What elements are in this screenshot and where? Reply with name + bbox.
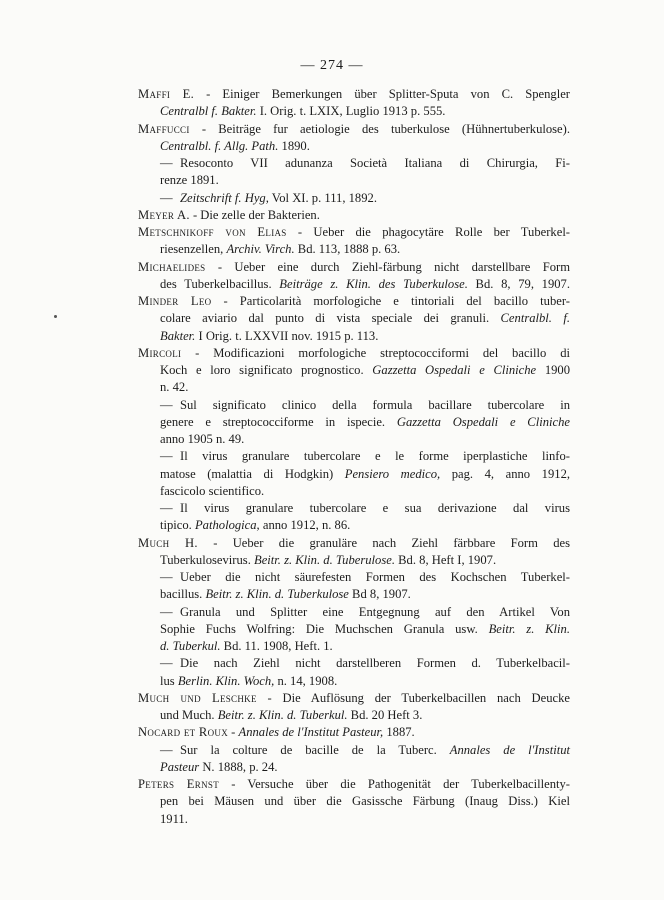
bibliography-line-mircoli-5 — [138, 414, 570, 431]
journal-title: Gazzetta Ospedali e Cliniche — [372, 363, 537, 377]
citation-text: 1900 — [536, 363, 571, 377]
citation-text: bacillus. — [160, 587, 206, 602]
citation-text: pag. 4, anno 1912, — [440, 466, 571, 481]
bibliography-line-mircoli-8 — [138, 466, 570, 483]
citation-text: - Versuche über die Pathogenität der Tuberkelbacillenty- — [219, 777, 570, 791]
author-name: Metschnikoff von Elias — [138, 225, 287, 239]
bibliography-line-mircoli-10 — [138, 500, 570, 517]
citation-text: - Beiträge fur aetiologie des tuberkulose (Hühnertuberkulose). — [189, 121, 570, 136]
bibliography-line-meyer-1 — [138, 207, 570, 224]
citation-text: Bd. 8, 79, 1907. — [467, 276, 570, 291]
author-name: Nocard et Roux — [138, 725, 228, 740]
margin-dot-mark — [54, 315, 57, 318]
citation-text: Bd 8, 1907. — [348, 587, 411, 602]
journal-title: Beitr. z. Klin. d. Tuberkul. — [217, 708, 348, 722]
author-name: Maffucci — [138, 121, 190, 136]
author-name: Maffi E. — [138, 87, 195, 101]
bibliography-line-michaelides-2 — [138, 276, 570, 293]
bibliography-line-much-3 — [138, 569, 570, 586]
citation-text: - Ueber eine durch Ziehl-färbung nicht darstellbare Form — [205, 259, 570, 274]
citation-text: des Tuberkelbacillus. — [160, 276, 280, 291]
journal-title: Bakter. — [160, 328, 196, 343]
ditto-dash: — — [160, 156, 173, 170]
ditto-dash: — — [160, 397, 173, 412]
ditto-dash: — — [160, 449, 173, 464]
citation-text: I. Orig. t. LXIX, Luglio 1913 p. 555. — [256, 104, 446, 119]
bibliography-line-maffucci-4 — [138, 172, 570, 189]
citation-text: Die nach Ziehl nicht darstellberen Formen d. Tuberkelbacil- — [180, 656, 570, 671]
citation-text: Sur la colture de bacille de la Tuberc. — [180, 742, 450, 757]
bibliography-line-much-leschke-1 — [138, 690, 570, 707]
bibliography-line-peters-3 — [138, 811, 570, 828]
journal-title: Beitr. z. Klin. — [488, 621, 570, 636]
journal-title: Berlin. Klin. Woch, — [177, 673, 275, 688]
journal-title: Annales de l'Institut Pasteur, — [238, 725, 384, 740]
bibliography-line-maffucci-3 — [138, 155, 570, 172]
bibliography-line-minder-1 — [138, 293, 570, 310]
ditto-dash: — — [160, 742, 173, 757]
journal-title: Centralbl. f. Allg. Path. — [160, 138, 279, 153]
citation-text: Granula und Splitter eine Entgegnung auf den Artikel Von — [180, 604, 570, 619]
bibliography-line-mircoli-7 — [138, 448, 570, 465]
bibliography-line-mircoli-6 — [138, 431, 570, 448]
bibliography-line-minder-3 — [138, 328, 570, 345]
citation-text: - Modificazioni morfologiche streptococciformi del bacillo di — [181, 345, 570, 360]
bibliography-line-mircoli-2 — [138, 362, 570, 379]
ditto-dash: — — [160, 190, 173, 205]
citation-text: - Einiger Bemerkungen über Splitter-Sputa von C. Spengler — [194, 87, 570, 101]
author-name: Peters Ernst — [138, 777, 220, 791]
bibliography-line-much-leschke-2 — [138, 707, 570, 724]
journal-title: Beitr. z. Klin. d. Tuberkulose — [205, 587, 349, 602]
citation-text: colare aviario dal punto di vista speciale dei granuli. — [160, 311, 501, 326]
bibliography-line-mircoli-3 — [138, 379, 570, 396]
citation-text: pen bei Mäusen und über die Gasissche Färbung (Inaug Diss.) Kiel — [160, 794, 570, 809]
bibliography-line-mircoli-4 — [138, 397, 570, 414]
journal-title: Pathologica, — [194, 518, 260, 533]
citation-text: Bd. 8, Heft I, 1907. — [395, 552, 497, 567]
journal-title: Pensiero medico, — [344, 466, 441, 481]
citation-text: Resoconto VII adunanza Società Italiana di Chirurgia, Fi- — [180, 156, 570, 170]
journal-title: Beitr. z. Klin. d. Tuberulose. — [254, 552, 395, 567]
citation-text: riesenzellen, — [160, 242, 227, 257]
citation-text: N. 1888, p. 24. — [199, 759, 278, 774]
citation-text: matose (malattia di Hodgkin) — [160, 466, 345, 481]
citation-text: genere e streptococciforme in ispecie. — [160, 414, 397, 429]
ditto-dash: — — [160, 570, 173, 584]
citation-text: renze 1891. — [160, 173, 219, 188]
citation-text: - Ueber die granuläre nach Ziehl färbbare Form des — [197, 535, 570, 550]
bibliography-line-much-5 — [138, 604, 570, 621]
citation-text: - Ueber die phagocytäre Rolle ber Tuberkel- — [286, 225, 571, 239]
citation-text: - Particolarità morfologiche e tintoriali del bacillo tuber- — [211, 294, 570, 308]
citation-text: Il virus granulare tubercolare e sua derivazione dal virus — [180, 501, 570, 515]
citation-text: Bd. 20 Heft 3. — [347, 708, 423, 722]
citation-text: 1887. — [383, 725, 415, 740]
ditto-dash: — — [160, 604, 173, 619]
bibliography-line-maffucci-1 — [138, 121, 570, 138]
bibliography-line-much-1 — [138, 535, 570, 552]
bibliography-line-much-9 — [138, 673, 570, 690]
author-name: Minder Leo — [138, 294, 212, 308]
citation-text: Ueber die nicht säurefesten Formen des Kochschen Tuberkel- — [180, 570, 570, 584]
bibliography-line-peters-2 — [138, 793, 570, 810]
citation-text: - Die zelle der Bakterien. — [189, 207, 320, 222]
journal-title: Annales de l'Institut — [449, 742, 570, 757]
citation-text: - — [228, 725, 239, 740]
author-name: Mircoli — [138, 345, 182, 360]
bibliography-line-much-8 — [138, 655, 570, 672]
citation-text: Bd. 113, 1888 p. 63. — [294, 242, 401, 257]
journal-title: d. Tuberkul. — [160, 639, 221, 653]
citation-text: 1890. — [278, 138, 310, 153]
citation-text: Tuberkulosevirus. — [160, 552, 254, 567]
citation-text: lus — [160, 673, 178, 688]
bibliography-list — [138, 86, 570, 828]
journal-title: Gazzetta Ospedali e Cliniche — [396, 414, 570, 429]
bibliography-line-metschnikoff-2 — [138, 241, 570, 258]
journal-title: Pasteur — [160, 759, 200, 774]
citation-text: Sophie Fuchs Wolfring: Die Muchschen Granula usw. — [160, 621, 489, 636]
citation-text: 1911. — [160, 811, 188, 826]
citation-text: Vol XI. p. 111, 1892. — [268, 190, 377, 205]
journal-title: Archiv. Virch. — [226, 242, 295, 257]
journal-title: Beiträge z. Klin. des Tuberkulose. — [279, 276, 468, 291]
bibliography-line-mircoli-9 — [138, 483, 570, 500]
citation-text: Sul significato clinico della formula bacillare tubercolare in — [180, 397, 570, 412]
citation-text: Koch e loro significato prognostico. — [160, 363, 373, 377]
ditto-dash: — — [160, 501, 173, 515]
citation-text: fascicolo scientifico. — [160, 483, 265, 498]
bibliography-line-maffi-2 — [138, 103, 570, 120]
bibliography-line-michaelides-1 — [138, 259, 570, 276]
bibliography-line-metschnikoff-1 — [138, 224, 570, 241]
journal-title: Zeitschrift f. Hyg, — [180, 190, 269, 205]
citation-text: anno 1912, n. 86. — [259, 518, 351, 533]
ditto-dash: — — [160, 656, 173, 671]
bibliography-line-minder-2 — [138, 310, 570, 327]
bibliography-line-peters-1 — [138, 776, 570, 793]
bibliography-line-mircoli-11 — [138, 517, 570, 534]
bibliography-line-nocard-2 — [138, 742, 570, 759]
citation-text: - Die Auflösung der Tuberkelbacillen nach Deucke — [256, 690, 570, 705]
citation-text: I Orig. t. LXXVII nov. 1915 p. 113. — [195, 328, 379, 343]
citation-text: und Much. — [160, 708, 218, 722]
author-name: Michaelides — [138, 259, 206, 274]
bibliography-line-maffucci-2 — [138, 138, 570, 155]
bibliography-line-much-4 — [138, 586, 570, 603]
citation-text: n. 14, 1908. — [274, 673, 338, 688]
author-name: Much und Leschke — [138, 690, 257, 705]
journal-title: Centralbl f. Bakter. — [160, 104, 257, 119]
citation-text: tipico. — [160, 518, 195, 533]
citation-text: Bd. 11. 1908, Heft. 1. — [220, 639, 333, 653]
bibliography-line-much-7 — [138, 638, 570, 655]
journal-title: Centralbl. f. — [500, 311, 570, 326]
bibliography-line-much-6 — [138, 621, 570, 638]
citation-text: Il virus granulare tubercolare e le forme iperplastiche linfo- — [180, 449, 570, 464]
page-number: — 274 — — [300, 58, 364, 73]
bibliography-line-maffucci-5 — [138, 190, 570, 207]
citation-text: anno 1905 n. 49. — [160, 432, 245, 446]
bibliography-line-mircoli-1 — [138, 345, 570, 362]
author-name: Much H. — [138, 535, 198, 550]
bibliography-line-maffi-1 — [138, 86, 570, 103]
citation-text: n. 42. — [160, 380, 189, 395]
bibliography-line-much-2 — [138, 552, 570, 569]
author-name: Meyer A. — [138, 207, 190, 222]
bibliography-line-nocard-3 — [138, 759, 570, 776]
bibliography-line-nocard-1 — [138, 724, 570, 741]
